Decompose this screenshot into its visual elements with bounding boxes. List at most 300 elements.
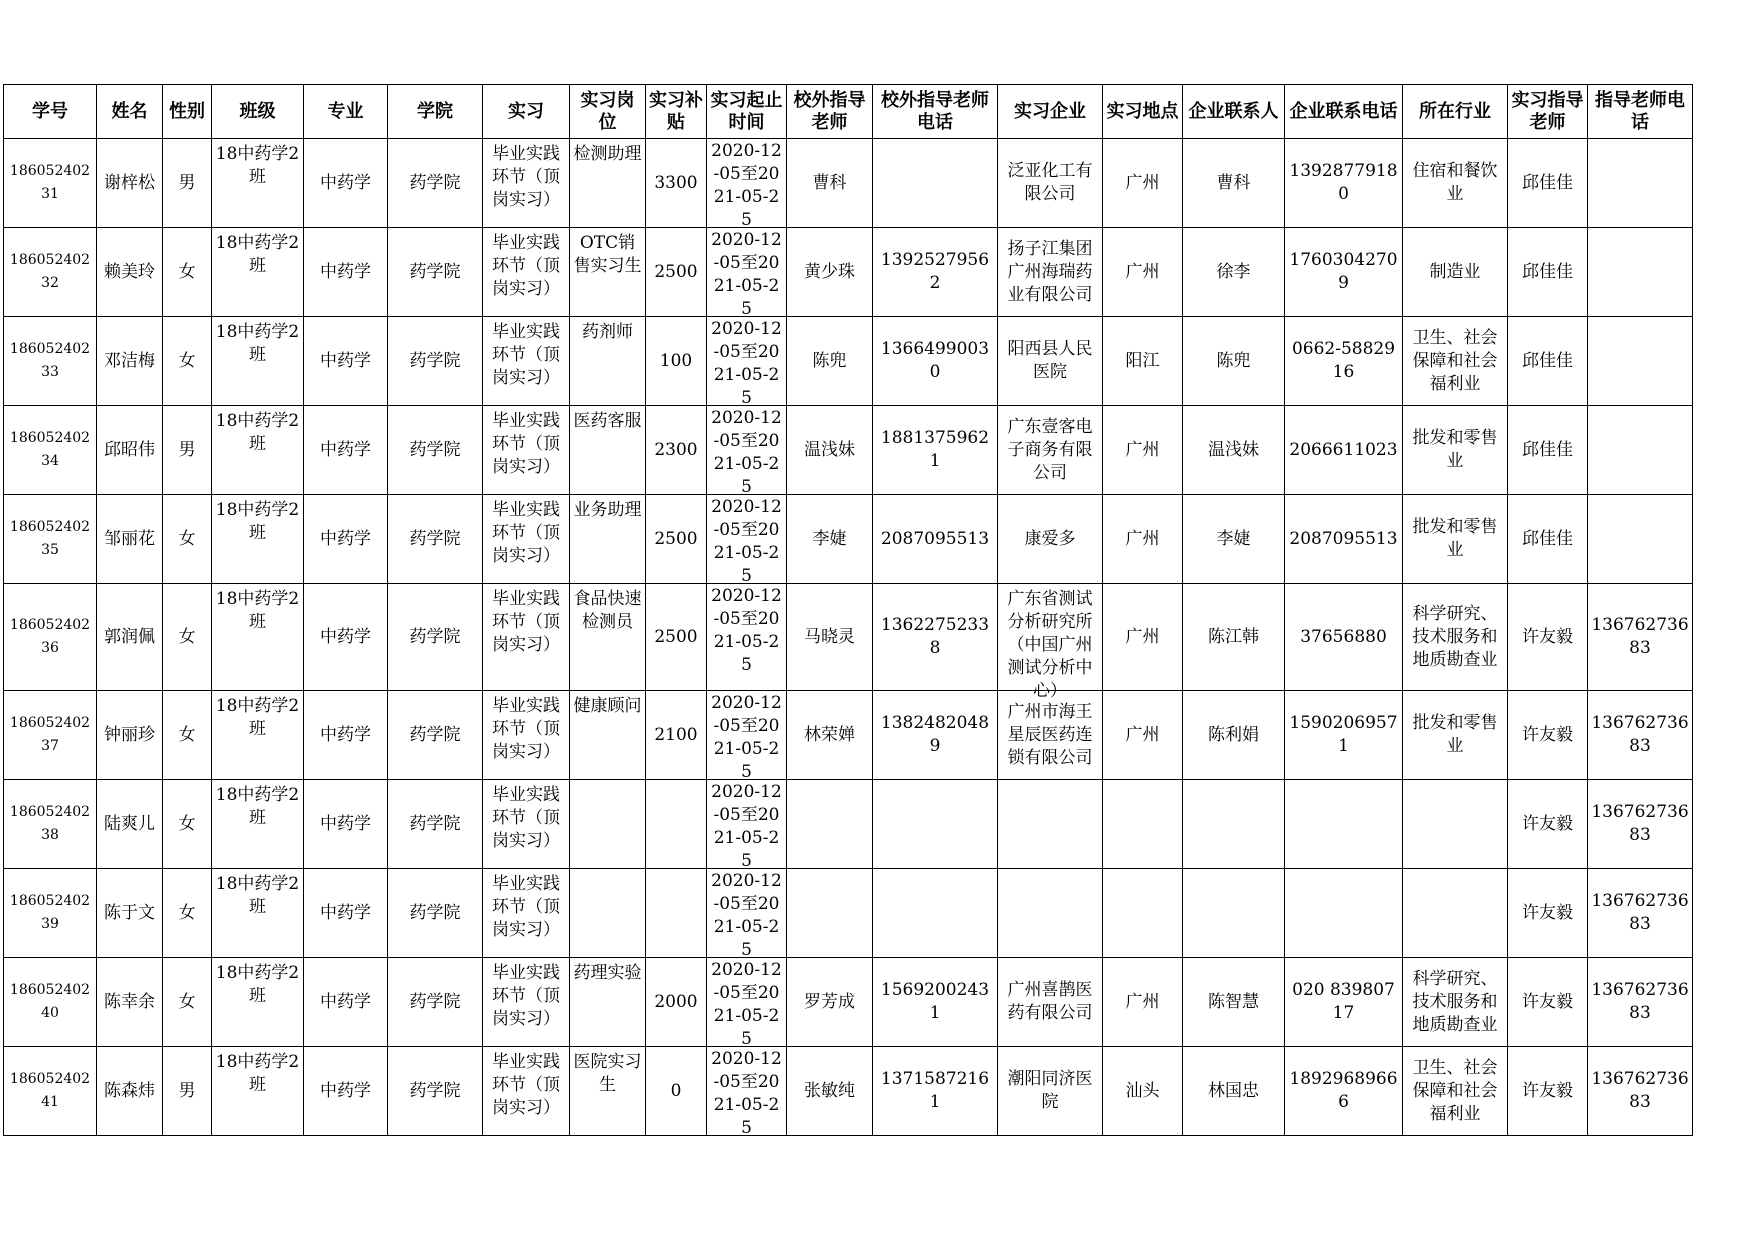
- cell-company-text: 广东壹客电子商务有限公司: [1007, 416, 1093, 483]
- cell-college-text: 药学院: [409, 902, 461, 923]
- table-row: [4, 495, 1693, 584]
- cell-subsidy: [646, 139, 707, 228]
- cell-company-text: 阳西县人民医院: [1007, 339, 1093, 382]
- cell-major: [304, 691, 388, 780]
- cell-college-text: 药学院: [409, 439, 461, 460]
- cell-industry-text: 制造业: [1429, 261, 1481, 282]
- cell-advisor-phone: [1588, 139, 1693, 228]
- cell-contact: [1183, 228, 1285, 317]
- cell-advisor-phone: [1588, 1047, 1693, 1136]
- header-contact: 企业联系人: [1183, 85, 1285, 139]
- header-college: 学院: [388, 85, 483, 139]
- cell-name-text: 郭润佩: [104, 626, 155, 647]
- cell-ext-teacher-text: 马晓灵: [804, 626, 855, 647]
- cell-student-id-text: 18605240240: [9, 982, 91, 1021]
- cell-company: [998, 228, 1103, 317]
- table-row: [4, 1047, 1693, 1136]
- cell-contact-phone: [1285, 406, 1403, 495]
- cell-college-text: 药学院: [409, 350, 461, 371]
- cell-company-text: 广州喜鹊医药有限公司: [1007, 980, 1093, 1023]
- cell-contact: [1183, 584, 1285, 691]
- cell-advisor-phone-text: 13676273683: [1591, 891, 1689, 934]
- cell-contact-phone-text: 17603042709: [1289, 250, 1398, 293]
- cell-student-id: [4, 317, 97, 406]
- cell-contact-text: 徐李: [1216, 261, 1251, 282]
- cell-internship-text: 毕业实践环节（顶岗实习）: [492, 233, 560, 299]
- cell-industry-text: 批发和零售业: [1412, 713, 1498, 756]
- cell-major-text: 中药学: [320, 439, 371, 460]
- cell-industry: [1403, 406, 1508, 495]
- cell-student-id: [4, 584, 97, 691]
- cell-contact-text: 温浅妹: [1208, 439, 1259, 460]
- cell-name: [97, 958, 163, 1047]
- cell-advisor: [1508, 139, 1588, 228]
- cell-period: [707, 584, 787, 691]
- cell-industry: [1403, 691, 1508, 780]
- cell-period-text: 2020-12-05至2021-05-25: [711, 1049, 782, 1138]
- cell-location-text: 阳江: [1125, 350, 1160, 371]
- cell-subsidy: [646, 317, 707, 406]
- cell-internship: [483, 780, 570, 869]
- cell-advisor-phone: [1588, 584, 1693, 691]
- cell-subsidy-text: 0: [670, 1080, 682, 1101]
- cell-period: [707, 406, 787, 495]
- cell-college: [388, 780, 483, 869]
- cell-class: [212, 869, 304, 958]
- cell-class: [212, 317, 304, 406]
- table-row: [4, 139, 1693, 228]
- cell-contact-phone-text: 020 83980717: [1292, 980, 1395, 1023]
- cell-industry-text: 批发和零售业: [1412, 428, 1498, 471]
- table-header: [4, 85, 1693, 139]
- cell-ext-teacher-text: 李婕: [812, 528, 847, 549]
- cell-ext-phone: [873, 1047, 998, 1136]
- cell-period: [707, 958, 787, 1047]
- header-industry: 所在行业: [1403, 85, 1508, 139]
- cell-advisor-phone: [1588, 495, 1693, 584]
- cell-period: [707, 317, 787, 406]
- cell-contact-text: 曹科: [1216, 172, 1251, 193]
- cell-ext-phone: [873, 406, 998, 495]
- cell-contact-text: 陈江韩: [1208, 626, 1259, 647]
- cell-internship: [483, 869, 570, 958]
- cell-ext-phone: [873, 780, 998, 869]
- cell-ext-teacher: [787, 495, 873, 584]
- cell-subsidy-text: 2300: [654, 439, 698, 460]
- cell-ext-phone-text: 18813759621: [880, 428, 990, 471]
- cell-advisor-text: 邱佳佳: [1522, 439, 1573, 460]
- cell-location-text: 广州: [1125, 261, 1160, 282]
- cell-subsidy: [646, 958, 707, 1047]
- internship-table-sheet: [3, 84, 1693, 1136]
- cell-advisor-phone: [1588, 869, 1693, 958]
- cell-class-text: 18中药学2班: [215, 322, 300, 365]
- cell-ext-phone: [873, 958, 998, 1047]
- cell-contact-phone: [1285, 228, 1403, 317]
- cell-gender: [163, 139, 212, 228]
- cell-advisor-phone-text: 13676273683: [1591, 615, 1689, 658]
- cell-subsidy: [646, 1047, 707, 1136]
- cell-class-text: 18中药学2班: [215, 874, 300, 917]
- cell-subsidy-text: 2500: [654, 626, 698, 647]
- cell-college: [388, 1047, 483, 1136]
- cell-student-id: [4, 495, 97, 584]
- cell-class-text: 18中药学2班: [215, 500, 300, 543]
- cell-class: [212, 780, 304, 869]
- cell-position-text: 药剂师: [582, 322, 633, 342]
- cell-ext-teacher: [787, 691, 873, 780]
- cell-company: [998, 495, 1103, 584]
- cell-name: [97, 406, 163, 495]
- cell-subsidy-text: 2100: [654, 724, 698, 745]
- cell-class: [212, 584, 304, 691]
- cell-contact: [1183, 1047, 1285, 1136]
- cell-internship: [483, 317, 570, 406]
- internship-table: [3, 84, 1693, 1136]
- cell-gender-text: 女: [178, 626, 196, 647]
- cell-student-id-text: 18605240237: [9, 715, 91, 754]
- cell-position: [570, 317, 646, 406]
- cell-company: [998, 406, 1103, 495]
- cell-internship-text: 毕业实践环节（顶岗实习）: [492, 500, 560, 566]
- cell-ext-teacher: [787, 317, 873, 406]
- cell-ext-teacher: [787, 139, 873, 228]
- cell-location-text: 广州: [1125, 626, 1160, 647]
- cell-major: [304, 958, 388, 1047]
- cell-advisor-phone-text: 13676273683: [1591, 1069, 1689, 1112]
- cell-ext-teacher: [787, 228, 873, 317]
- cell-position: [570, 584, 646, 691]
- cell-position-text: 检测助理: [573, 144, 642, 164]
- cell-ext-phone: [873, 691, 998, 780]
- cell-class: [212, 406, 304, 495]
- cell-major: [304, 406, 388, 495]
- cell-student-id: [4, 406, 97, 495]
- cell-internship-text: 毕业实践环节（顶岗实习）: [492, 963, 560, 1029]
- cell-position-text: 食品快速检测员: [573, 589, 642, 632]
- table-body: [4, 139, 1693, 1136]
- cell-major: [304, 1047, 388, 1136]
- cell-position: [570, 495, 646, 584]
- header-ext-phone: 校外指导老师电话: [873, 85, 998, 139]
- table-row: [4, 317, 1693, 406]
- header-internship: 实习: [483, 85, 570, 139]
- cell-location: [1103, 780, 1183, 869]
- cell-major: [304, 584, 388, 691]
- cell-period-text: 2020-12-05至2021-05-25: [711, 141, 782, 230]
- cell-name-text: 邓洁梅: [104, 350, 155, 371]
- cell-class-text: 18中药学2班: [215, 144, 300, 187]
- cell-industry-text: 科学研究、技术服务和地质勘查业: [1412, 603, 1498, 670]
- cell-position: [570, 958, 646, 1047]
- cell-location: [1103, 1047, 1183, 1136]
- cell-ext-teacher: [787, 780, 873, 869]
- header-student-id: 学号: [4, 85, 97, 139]
- cell-college: [388, 406, 483, 495]
- cell-gender: [163, 584, 212, 691]
- table-row: [4, 958, 1693, 1047]
- cell-college-text: 药学院: [409, 813, 461, 834]
- cell-contact-text: 林国忠: [1208, 1080, 1259, 1101]
- cell-location-text: 汕头: [1125, 1080, 1160, 1101]
- cell-company: [998, 139, 1103, 228]
- cell-college: [388, 495, 483, 584]
- cell-position-text: 健康顾问: [573, 696, 642, 716]
- cell-ext-phone-text: 15692002431: [880, 980, 990, 1023]
- cell-contact-phone: [1285, 495, 1403, 584]
- cell-location: [1103, 495, 1183, 584]
- table-row: [4, 584, 1693, 691]
- cell-period-text: 2020-12-05至2021-05-25: [711, 871, 782, 960]
- cell-major: [304, 869, 388, 958]
- cell-gender-text: 男: [178, 172, 196, 193]
- cell-student-id: [4, 228, 97, 317]
- cell-industry-text: 住宿和餐饮业: [1412, 161, 1498, 204]
- cell-student-id-text: 18605240235: [9, 519, 91, 558]
- cell-contact-phone-text: 15902069571: [1289, 713, 1398, 756]
- cell-college-text: 药学院: [409, 172, 461, 193]
- cell-location-text: 广州: [1125, 439, 1160, 460]
- header-ext-teacher: 校外指导老师: [787, 85, 873, 139]
- cell-ext-phone-text: 13622752338: [880, 615, 990, 658]
- cell-advisor-phone-text: 13676273683: [1591, 980, 1689, 1023]
- cell-advisor-text: 许友毅: [1522, 724, 1573, 745]
- cell-location-text: 广州: [1125, 724, 1160, 745]
- cell-contact-phone-text: 18929689666: [1289, 1069, 1398, 1112]
- cell-advisor-text: 许友毅: [1522, 902, 1573, 923]
- header-contact-phone: 企业联系电话: [1285, 85, 1403, 139]
- cell-contact: [1183, 869, 1285, 958]
- cell-position: [570, 139, 646, 228]
- header-advisor-phone: 指导老师电话: [1588, 85, 1693, 139]
- cell-gender: [163, 317, 212, 406]
- cell-advisor-phone: [1588, 958, 1693, 1047]
- cell-name-text: 邱昭伟: [104, 439, 155, 460]
- cell-contact-phone: [1285, 958, 1403, 1047]
- cell-industry: [1403, 228, 1508, 317]
- cell-contact: [1183, 691, 1285, 780]
- cell-name: [97, 869, 163, 958]
- cell-major-text: 中药学: [320, 261, 371, 282]
- cell-major-text: 中药学: [320, 528, 371, 549]
- cell-name: [97, 584, 163, 691]
- cell-period-text: 2020-12-05至2021-05-25: [711, 408, 782, 497]
- cell-industry: [1403, 495, 1508, 584]
- cell-gender-text: 女: [178, 350, 196, 371]
- cell-student-id-text: 18605240231: [9, 163, 91, 202]
- cell-company-text: 扬子江集团广州海瑞药业有限公司: [1007, 238, 1093, 305]
- cell-contact: [1183, 406, 1285, 495]
- cell-location: [1103, 584, 1183, 691]
- cell-location-text: 广州: [1125, 528, 1160, 549]
- cell-subsidy-text: 100: [659, 350, 693, 371]
- cell-contact-phone: [1285, 1047, 1403, 1136]
- cell-class-text: 18中药学2班: [215, 233, 300, 276]
- cell-college: [388, 691, 483, 780]
- cell-advisor-text: 邱佳佳: [1522, 172, 1573, 193]
- header-position: 实习岗位: [570, 85, 646, 139]
- cell-ext-phone-text: 2087095513: [880, 528, 990, 549]
- cell-ext-phone: [873, 139, 998, 228]
- cell-name-text: 赖美玲: [104, 261, 155, 282]
- cell-advisor-text: 邱佳佳: [1522, 528, 1573, 549]
- cell-college-text: 药学院: [409, 626, 461, 647]
- cell-position-text: 药理实验: [573, 963, 642, 983]
- cell-industry-text: 批发和零售业: [1412, 517, 1498, 560]
- cell-advisor-phone: [1588, 780, 1693, 869]
- cell-contact: [1183, 139, 1285, 228]
- cell-internship-text: 毕业实践环节（顶岗实习）: [492, 1052, 560, 1118]
- cell-position: [570, 691, 646, 780]
- cell-student-id-text: 18605240241: [9, 1071, 91, 1110]
- cell-name-text: 陈幸余: [104, 991, 155, 1012]
- cell-student-id: [4, 1047, 97, 1136]
- cell-class: [212, 1047, 304, 1136]
- cell-gender-text: 女: [178, 261, 196, 282]
- cell-advisor-phone-text: 13676273683: [1591, 713, 1689, 756]
- cell-position: [570, 780, 646, 869]
- cell-industry: [1403, 584, 1508, 691]
- cell-college: [388, 139, 483, 228]
- cell-name: [97, 780, 163, 869]
- cell-advisor-text: 邱佳佳: [1522, 261, 1573, 282]
- table-row: [4, 780, 1693, 869]
- header-location: 实习地点: [1103, 85, 1183, 139]
- cell-location-text: 广州: [1125, 991, 1160, 1012]
- header-period: 实习起止时间: [707, 85, 787, 139]
- cell-contact-phone: [1285, 139, 1403, 228]
- cell-class: [212, 139, 304, 228]
- cell-major-text: 中药学: [320, 350, 371, 371]
- cell-college: [388, 317, 483, 406]
- cell-internship-text: 毕业实践环节（顶岗实习）: [492, 696, 560, 762]
- cell-student-id: [4, 691, 97, 780]
- cell-student-id-text: 18605240234: [9, 430, 91, 469]
- cell-subsidy-text: 2500: [654, 528, 698, 549]
- cell-contact: [1183, 958, 1285, 1047]
- cell-major: [304, 139, 388, 228]
- cell-period-text: 2020-12-05至2021-05-25: [711, 230, 782, 319]
- cell-gender-text: 女: [178, 902, 196, 923]
- cell-subsidy: [646, 228, 707, 317]
- cell-student-id: [4, 139, 97, 228]
- cell-period: [707, 780, 787, 869]
- header-gender: 性别: [163, 85, 212, 139]
- cell-location: [1103, 139, 1183, 228]
- cell-student-id-text: 18605240232: [9, 252, 91, 291]
- cell-subsidy: [646, 780, 707, 869]
- cell-name: [97, 691, 163, 780]
- cell-advisor-text: 邱佳佳: [1522, 350, 1573, 371]
- cell-college-text: 药学院: [409, 261, 461, 282]
- cell-gender-text: 女: [178, 813, 196, 834]
- cell-industry: [1403, 317, 1508, 406]
- cell-advisor-phone: [1588, 228, 1693, 317]
- cell-company: [998, 1047, 1103, 1136]
- cell-subsidy: [646, 584, 707, 691]
- cell-contact-phone: [1285, 317, 1403, 406]
- cell-contact-phone: [1285, 584, 1403, 691]
- cell-major-text: 中药学: [320, 1080, 371, 1101]
- cell-class: [212, 228, 304, 317]
- cell-period-text: 2020-12-05至2021-05-25: [711, 319, 782, 408]
- cell-advisor: [1508, 406, 1588, 495]
- cell-industry: [1403, 869, 1508, 958]
- cell-name: [97, 139, 163, 228]
- cell-gender-text: 男: [178, 1080, 196, 1101]
- cell-class-text: 18中药学2班: [215, 785, 300, 828]
- cell-industry-text: 卫生、社会保障和社会福利业: [1412, 327, 1498, 394]
- cell-period-text: 2020-12-05至2021-05-25: [711, 497, 782, 586]
- cell-gender-text: 女: [178, 724, 196, 745]
- cell-ext-phone: [873, 584, 998, 691]
- cell-gender: [163, 958, 212, 1047]
- cell-period: [707, 139, 787, 228]
- cell-gender: [163, 691, 212, 780]
- cell-college: [388, 869, 483, 958]
- cell-ext-phone-text: 13664990030: [880, 339, 990, 382]
- cell-company: [998, 780, 1103, 869]
- cell-location: [1103, 958, 1183, 1047]
- cell-name-text: 钟丽珍: [104, 724, 155, 745]
- cell-period-text: 2020-12-05至2021-05-25: [711, 586, 782, 675]
- cell-internship-text: 毕业实践环节（顶岗实习）: [492, 589, 560, 655]
- cell-company-text: 潮阳同济医院: [1007, 1069, 1093, 1112]
- cell-period: [707, 228, 787, 317]
- header-major: 专业: [304, 85, 388, 139]
- cell-college-text: 药学院: [409, 724, 461, 745]
- cell-internship: [483, 495, 570, 584]
- cell-name-text: 谢梓松: [104, 172, 155, 193]
- cell-gender: [163, 495, 212, 584]
- cell-company-text: 泛亚化工有限公司: [1007, 161, 1093, 204]
- cell-company-text: 广东省测试分析研究所（中国广州测试分析中心）: [1007, 589, 1093, 701]
- cell-position-text: OTC销售实习生: [573, 233, 642, 276]
- cell-internship: [483, 228, 570, 317]
- cell-student-id: [4, 958, 97, 1047]
- header-row: [4, 85, 1693, 139]
- header-name: 姓名: [97, 85, 163, 139]
- cell-period: [707, 1047, 787, 1136]
- cell-position: [570, 869, 646, 958]
- cell-ext-phone-text: 13824820489: [880, 713, 990, 756]
- cell-contact: [1183, 317, 1285, 406]
- cell-advisor-text: 许友毅: [1522, 813, 1573, 834]
- cell-ext-phone-text: 13715872161: [880, 1069, 990, 1112]
- cell-subsidy: [646, 495, 707, 584]
- cell-industry-text: 卫生、社会保障和社会福利业: [1412, 1057, 1498, 1124]
- cell-advisor: [1508, 495, 1588, 584]
- cell-student-id-text: 18605240239: [9, 893, 91, 932]
- cell-advisor: [1508, 1047, 1588, 1136]
- cell-contact: [1183, 495, 1285, 584]
- cell-ext-teacher-text: 温浅妹: [804, 439, 855, 460]
- cell-ext-teacher: [787, 958, 873, 1047]
- table-row: [4, 691, 1693, 780]
- cell-period-text: 2020-12-05至2021-05-25: [711, 693, 782, 782]
- cell-advisor: [1508, 958, 1588, 1047]
- cell-major-text: 中药学: [320, 991, 371, 1012]
- cell-position-text: 医院实习生: [573, 1052, 642, 1095]
- cell-internship: [483, 958, 570, 1047]
- cell-ext-teacher-text: 罗芳成: [804, 991, 855, 1012]
- cell-major: [304, 317, 388, 406]
- cell-student-id-text: 18605240233: [9, 341, 91, 380]
- cell-internship: [483, 584, 570, 691]
- cell-company: [998, 958, 1103, 1047]
- header-advisor: 实习指导老师: [1508, 85, 1588, 139]
- cell-advisor-text: 许友毅: [1522, 1080, 1573, 1101]
